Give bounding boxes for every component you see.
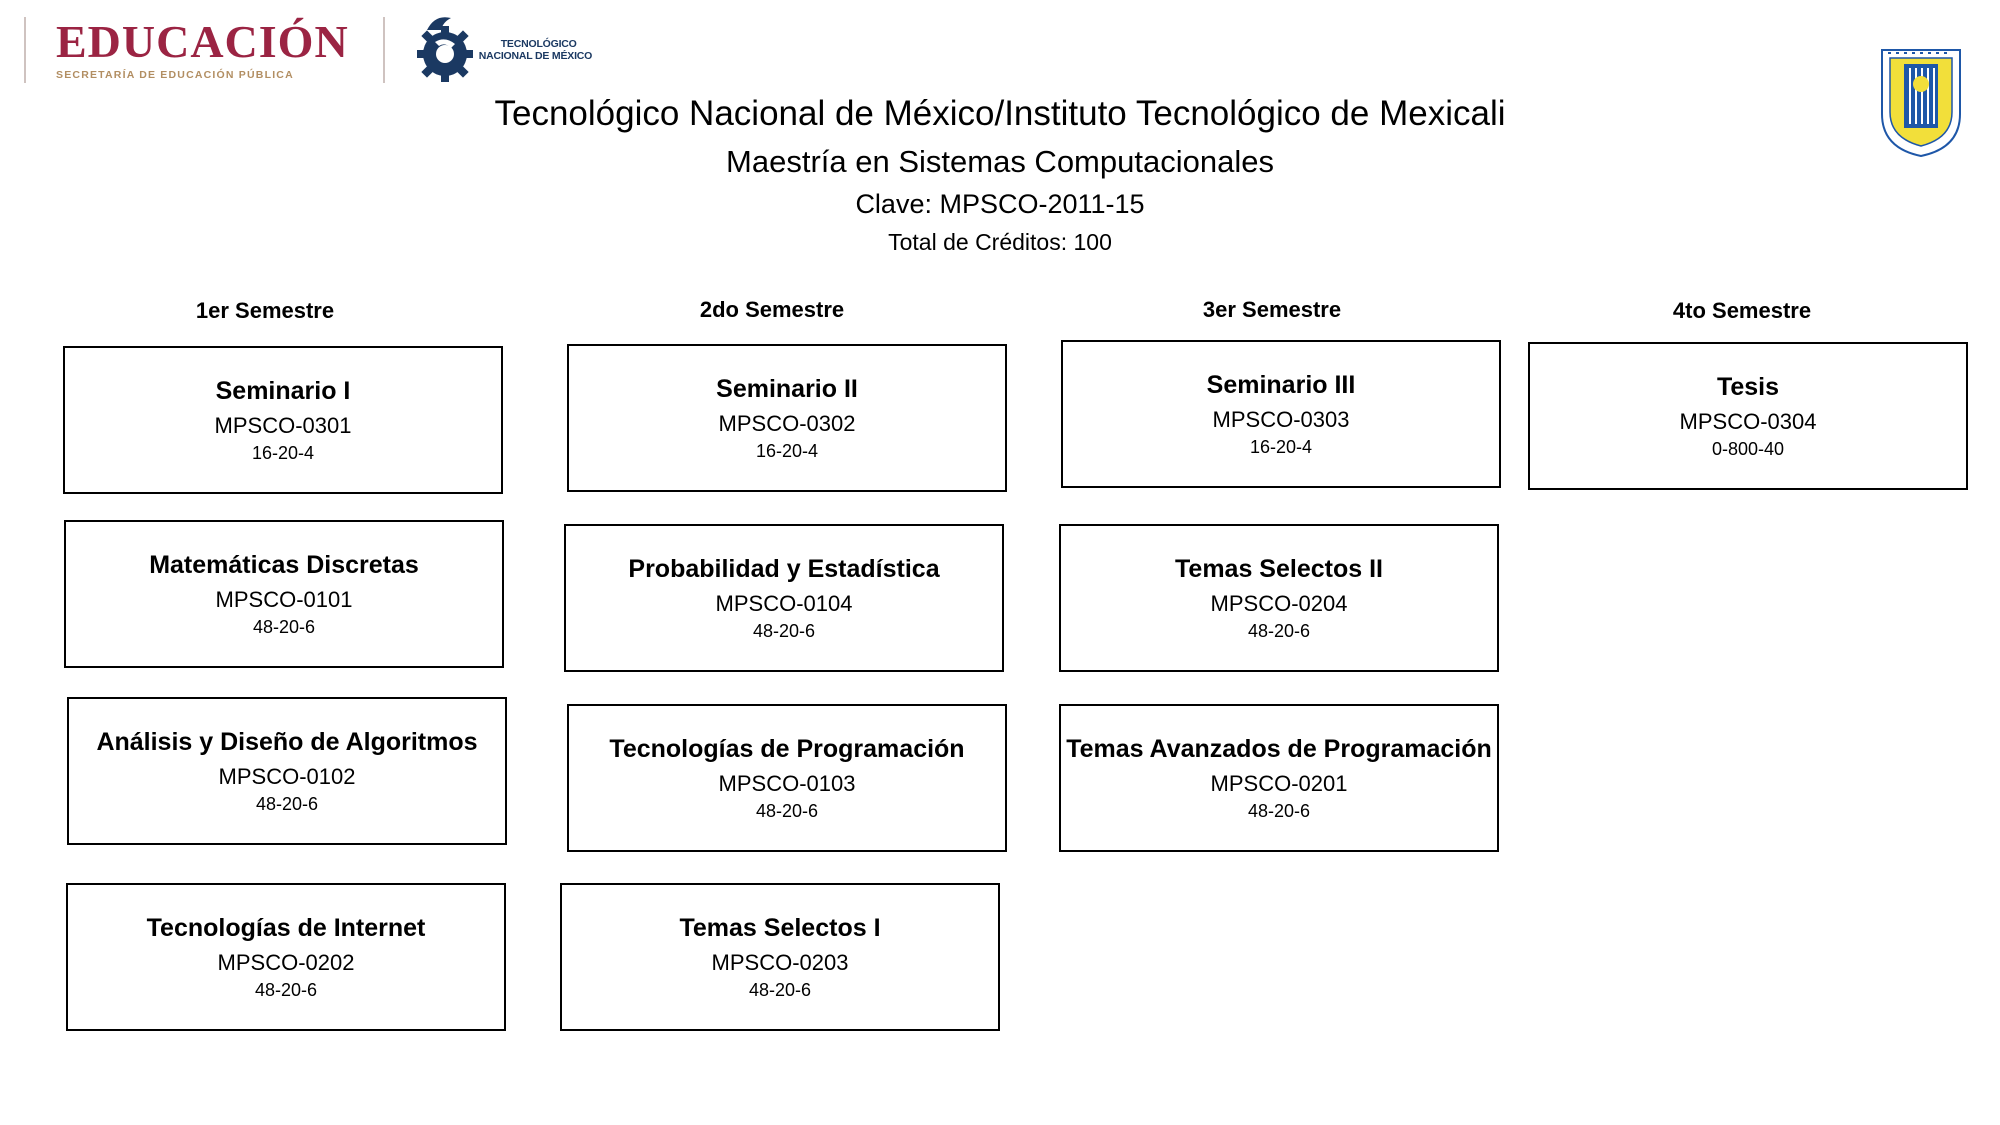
course-hours: 16-20-4 [755,441,819,461]
course-hours: 48-20-6 [1247,621,1311,641]
course-code: MPSCO-0301 [214,413,352,438]
course-card [567,344,1007,492]
course-hours: 16-20-4 [251,443,315,463]
gear-icon [417,12,473,88]
course-code: MPSCO-0303 [1212,407,1350,432]
document-header [0,88,2000,260]
course-card [560,883,1000,1031]
course-code: MPSCO-0104 [715,591,853,616]
course-card [66,883,506,1031]
course-hours: 48-20-6 [255,794,319,814]
course-name: Seminario I [215,377,351,405]
course-code: MPSCO-0204 [1210,591,1348,616]
course-hours: 0-800-40 [1711,439,1785,459]
total-credits: Total de Créditos: 100 [888,229,1112,255]
course-name: Tesis [1716,373,1780,401]
course-name: Matemáticas Discretas [149,551,419,579]
course-name: Temas Avanzados de Programación [1066,735,1492,763]
course-name: Temas Selectos I [679,914,881,942]
course-name: Tecnologías de Internet [146,914,426,942]
course-card [67,697,507,845]
semester-header: 3er Semestre [1202,297,1342,322]
course-code: MPSCO-0203 [711,950,849,975]
course-hours: 48-20-6 [254,980,318,1000]
course-name: Probabilidad y Estadística [628,555,940,583]
course-code: MPSCO-0201 [1210,771,1348,796]
course-name: Seminario II [716,375,858,403]
course-hours: 48-20-6 [752,621,816,641]
tecnm-logo-text [479,38,592,62]
course-card [64,520,504,668]
semester-header: 1er Semestre [195,298,335,323]
course-card [1528,342,1968,490]
tecnm-line-2: NACIONAL DE MÉXICO [478,50,593,62]
course-code: MPSCO-0102 [218,764,356,789]
divider [24,17,26,83]
course-hours: 48-20-6 [755,801,819,821]
sep-logo-title: EDUCACIÓN [56,16,349,67]
course-hours: 48-20-6 [1247,801,1311,821]
course-card [63,346,503,494]
course-code: MPSCO-0304 [1679,409,1817,434]
course-card [567,704,1007,852]
course-code: MPSCO-0302 [718,411,856,436]
tecnm-line-1: TECNOLÓGICO [500,38,577,50]
course-hours: 48-20-6 [748,980,812,1000]
course-card [1061,340,1501,488]
course-code: MPSCO-0101 [215,587,353,612]
sep-logo [56,16,349,81]
tecnm-logo [417,12,592,88]
program-title: Maestría en Sistemas Computacionales [726,144,1274,179]
sep-logo-subtitle: SECRETARÍA DE EDUCACIÓN PÚBLICA [56,69,294,81]
course-name: Tecnologías de Programación [609,735,965,763]
course-card [564,524,1004,672]
logo-bar [24,12,592,88]
divider [383,17,385,83]
course-hours: 16-20-4 [1249,437,1313,457]
course-hours: 48-20-6 [252,617,316,637]
institution-title: Tecnológico Nacional de México/Instituto Tecnológico de Mexicali [494,94,1506,133]
semester-header: 2do Semestre [699,297,845,322]
course-card [1059,704,1499,852]
course-name: Análisis y Diseño de Algoritmos [96,728,478,756]
course-name: Seminario III [1206,371,1356,399]
course-code: MPSCO-0103 [718,771,856,796]
course-card [1059,524,1499,672]
course-code: MPSCO-0202 [217,950,355,975]
course-name: Temas Selectos II [1175,555,1383,583]
semester-header: 4to Semestre [1672,298,1812,323]
program-key: Clave: MPSCO-2011-15 [855,189,1145,219]
